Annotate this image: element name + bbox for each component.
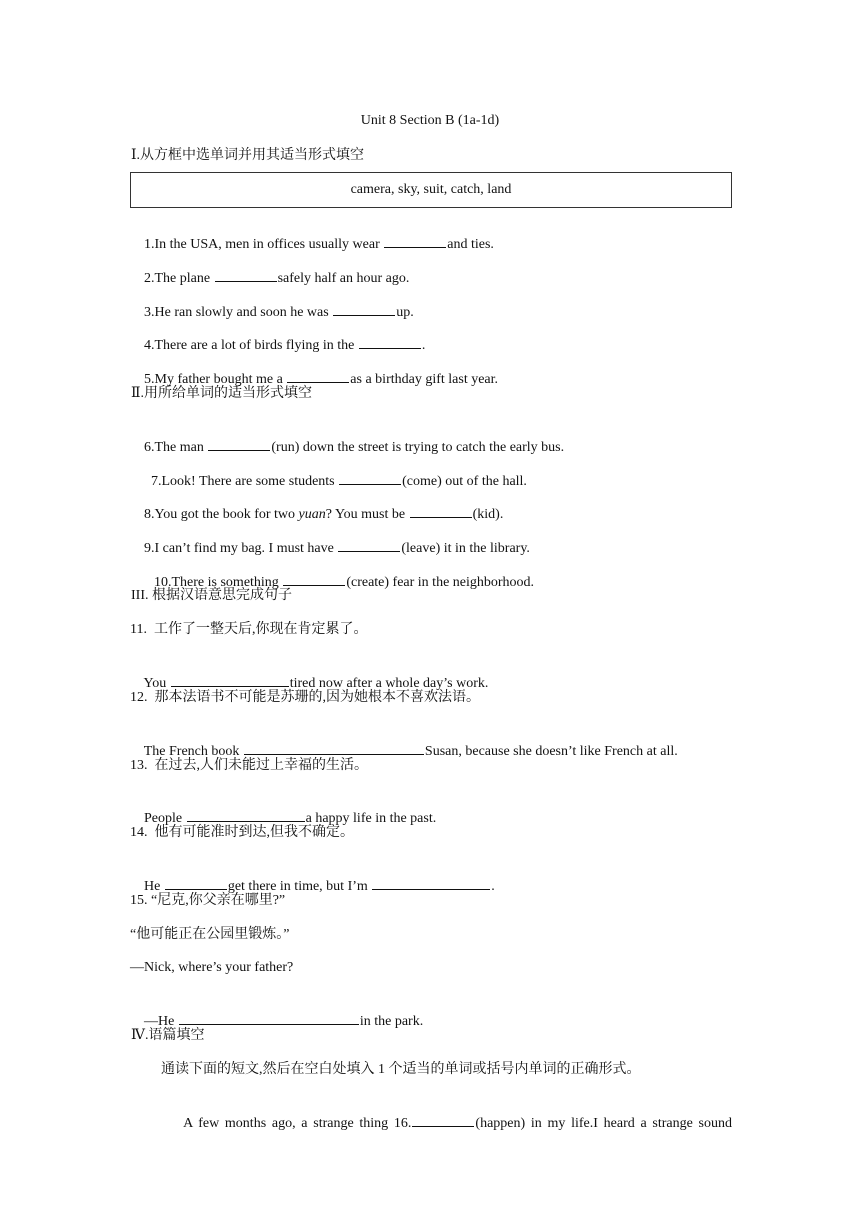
answer-blank[interactable]	[171, 673, 289, 687]
word-box-text: camera, sky, suit, catch, land	[350, 182, 512, 197]
answer-blank[interactable]	[412, 1113, 474, 1127]
question-4: 4.There are a lot of birds flying in the .	[130, 317, 425, 373]
worksheet-title: Unit 8 Section B (1a-1d)	[360, 113, 500, 128]
answer-blank[interactable]	[333, 302, 395, 316]
question-14: He get there in time, but I’m .	[130, 858, 495, 914]
question-9: 9.I can’t find my bag. I must have (leave) it in the library.	[130, 520, 530, 576]
answer-blank[interactable]	[283, 572, 345, 586]
answer-blank[interactable]	[215, 268, 277, 282]
question-15-chinese-question: 15. “尼克,你父亲在哪里?”	[130, 893, 286, 908]
question-2: 2.The plane safely half an hour ago.	[130, 250, 409, 306]
question-11: You tired now after a whole day’s work.	[130, 655, 488, 711]
question-12: The French book Susan, because she doesn’t like French at all.	[130, 723, 678, 779]
answer-blank[interactable]	[410, 504, 472, 518]
section-3-heading: III. 根据汉语意思完成句子	[131, 588, 292, 603]
question-6: 6.The man (run) down the street is trying to catch the early bus.	[130, 419, 564, 475]
section-2-heading: Ⅱ.用所给单词的适当形式填空	[131, 386, 313, 401]
question-10: 10.There is something (create) fear in the neighborhood.	[140, 554, 534, 610]
passage-first-line: A few months ago, a strange thing 16. (happen) in my life.I heard a strange sound	[161, 1095, 732, 1151]
question-5: 5.My father bought me a as a birthday gift last year.	[130, 351, 498, 407]
question-3: 3.He ran slowly and soon he was up.	[130, 284, 414, 340]
section-1-heading: Ⅰ.从方框中选单词并用其适当形式填空	[131, 148, 365, 163]
question-14-chinese: 14. 他有可能准时到达,但我不确定。	[130, 825, 354, 840]
answer-blank[interactable]	[339, 471, 401, 485]
answer-blank[interactable]	[187, 808, 305, 822]
answer-blank[interactable]	[359, 335, 421, 349]
answer-blank[interactable]	[384, 234, 446, 248]
answer-blank[interactable]	[244, 741, 424, 755]
answer-blank[interactable]	[165, 876, 227, 890]
answer-blank[interactable]	[208, 437, 270, 451]
question-15-chinese-answer: “他可能正在公园里锻炼。”	[130, 927, 290, 942]
question-15: —He in the park.	[130, 993, 423, 1049]
question-12-chinese: 12. 那本法语书不可能是苏珊的,因为她根本不喜欢法语。	[130, 690, 480, 705]
section-4-heading: Ⅳ.语篇填空	[131, 1028, 205, 1043]
answer-blank[interactable]	[179, 1011, 359, 1025]
question-1: 1.In the USA, men in offices usually wear and ties.	[130, 216, 494, 272]
question-13-chinese: 13. 在过去,人们未能过上幸福的生活。	[130, 758, 368, 773]
question-15-english-question: —Nick, where’s your father?	[130, 960, 294, 975]
answer-blank[interactable]	[287, 369, 349, 383]
answer-blank[interactable]	[338, 538, 400, 552]
question-8: 8.You got the book for two yuan? You must be (kid).	[130, 486, 503, 542]
passage-instruction: 通读下面的短文,然后在空白处填入 1 个适当的单词或括号内单词的正确形式。	[161, 1062, 641, 1077]
question-7: 7.Look! There are some students (come) out of the hall.	[137, 453, 527, 509]
word-box	[130, 172, 732, 208]
answer-blank[interactable]	[372, 876, 490, 890]
question-13: People a happy life in the past.	[130, 790, 436, 846]
question-11-chinese: 11. 工作了一整天后,你现在肯定累了。	[130, 622, 368, 637]
